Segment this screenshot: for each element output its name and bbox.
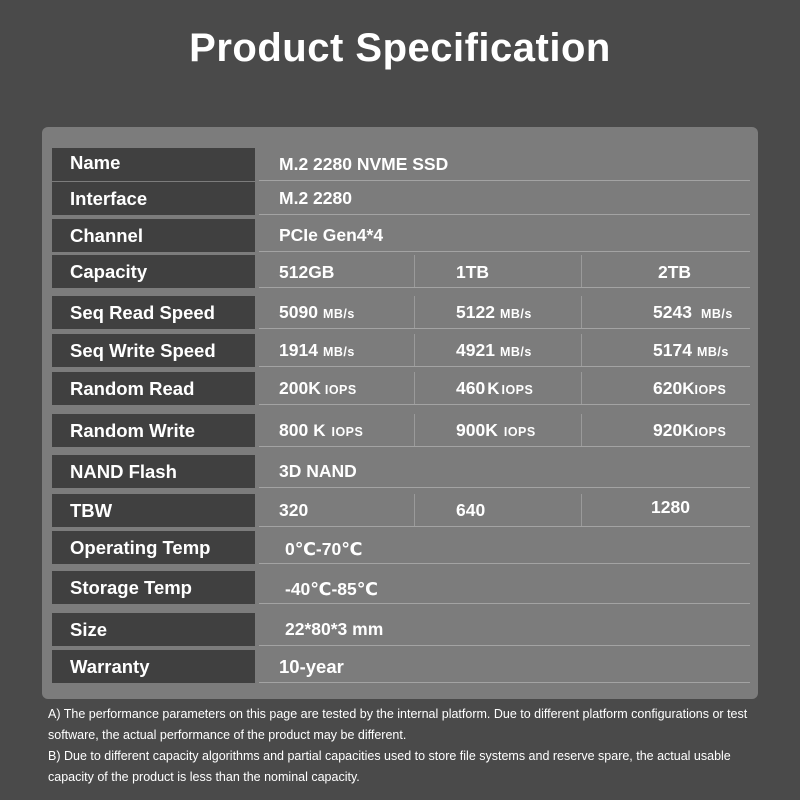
value-number: 5122	[456, 302, 495, 322]
seq-write-512gb	[279, 334, 355, 367]
spec-value-cell	[259, 650, 750, 683]
random-read-2tb	[653, 372, 726, 405]
value-number: 4921	[456, 340, 495, 360]
spec-row-seq-write	[52, 334, 750, 367]
spec-label: Channel	[52, 219, 255, 252]
spec-row-tbw	[52, 494, 750, 527]
value-number: 920	[653, 420, 683, 440]
spec-value-cell	[259, 255, 750, 288]
unit-label: MB/s	[322, 307, 355, 321]
spec-label: Capacity	[52, 255, 255, 288]
random-read-512gb	[279, 372, 357, 405]
spec-row-interface	[52, 182, 750, 215]
capacity-1tb: 1TB	[456, 262, 490, 282]
value-number: 460	[456, 378, 486, 398]
value-number: 200K	[279, 378, 321, 398]
spec-label: Seq Read Speed	[52, 296, 255, 329]
unit-label: MB/s	[700, 307, 733, 321]
spec-value-cell	[259, 148, 750, 181]
tbw-2tb: 1280	[651, 497, 690, 517]
unit-label: MB/s	[499, 307, 532, 321]
tbw-512gb: 320	[279, 500, 309, 520]
seq-read-2tb	[653, 296, 733, 329]
spec-label: Interface	[52, 182, 255, 215]
value-number: 5243	[653, 302, 692, 322]
spec-label: TBW	[52, 494, 255, 527]
spec-label: NAND Flash	[52, 455, 255, 488]
spec-value: 22*80*3 mm	[285, 619, 384, 639]
spec-value: 0℃-70℃	[285, 539, 363, 559]
spec-value-cell	[259, 494, 750, 527]
unit-label: MB/s	[499, 345, 532, 359]
spec-row-warranty	[52, 650, 750, 683]
spec-value-cell	[259, 182, 750, 215]
value-number: 5174	[653, 340, 692, 360]
random-write-2tb	[653, 414, 726, 447]
unit-label: IOPS	[501, 383, 534, 397]
spec-value: M.2 2280	[279, 188, 352, 208]
random-write-512gb	[279, 414, 363, 447]
spec-row-random-read	[52, 372, 750, 405]
capacity-2tb: 2TB	[658, 262, 692, 282]
footnote-b: B) Due to different capacity algorithms and partial capacities used to store file systems and reserve spare, the actual usable capacity of the product is less than the nominal capacity.	[48, 749, 731, 784]
random-write-1tb	[456, 414, 536, 447]
spec-label: Warranty	[52, 650, 255, 683]
spec-value-cell	[259, 372, 750, 405]
spec-label: Storage Temp	[52, 571, 255, 604]
spec-value-cell	[259, 296, 750, 329]
spec-value: M.2 2280 NVME SSD	[279, 154, 449, 174]
k-suffix: K	[682, 421, 695, 440]
spec-row-channel	[52, 219, 750, 252]
spec-value-cell	[259, 334, 750, 367]
k-suffix: K	[313, 421, 326, 440]
k-suffix: K	[682, 379, 695, 398]
spec-row-operating-temp	[52, 531, 750, 564]
spec-value-cell	[259, 613, 750, 646]
spec-value: PCIe Gen4*4	[279, 225, 384, 245]
unit-label: IOPS	[331, 425, 364, 439]
unit-label: IOPS	[503, 425, 536, 439]
seq-write-1tb	[456, 334, 532, 367]
unit-label: IOPS	[324, 383, 357, 397]
value-number: 800	[279, 420, 309, 440]
random-read-1tb	[456, 372, 533, 405]
tbw-1tb: 640	[456, 500, 486, 520]
spec-row-random-write	[52, 414, 750, 447]
spec-label: Operating Temp	[52, 531, 255, 564]
spec-value: 3D NAND	[279, 461, 357, 481]
spec-row-nand-flash	[52, 455, 750, 488]
spec-value: 10-year	[279, 656, 344, 677]
spec-label: Name	[52, 148, 255, 181]
spec-label: Seq Write Speed	[52, 334, 255, 367]
spec-label: Size	[52, 613, 255, 646]
spec-value-cell	[259, 219, 750, 252]
unit-label: MB/s	[322, 345, 355, 359]
unit-label: IOPS	[694, 425, 727, 439]
footnote-a: A) The performance parameters on this page are tested by the internal platform. Due to different platform configurations or test software, the actual performance of the product may be different.	[48, 707, 748, 742]
page-title: Product Specification	[189, 26, 611, 70]
spec-value-cell	[259, 455, 750, 488]
spec-row-capacity	[52, 255, 750, 288]
spec-value-cell	[259, 414, 750, 447]
value-number: 620	[653, 378, 683, 398]
k-suffix: K	[487, 379, 500, 398]
value-number: 900K	[456, 420, 498, 440]
spec-value: -40℃-85℃	[285, 579, 378, 599]
spec-label: Random Write	[52, 414, 255, 447]
spec-row-seq-read	[52, 296, 750, 329]
spec-value-cell	[259, 531, 750, 564]
seq-write-2tb	[653, 334, 729, 367]
capacity-512gb: 512GB	[279, 262, 335, 282]
unit-label: MB/s	[696, 345, 729, 359]
seq-read-512gb	[279, 296, 355, 329]
spec-row-size	[52, 613, 750, 646]
spec-value-cell	[259, 571, 750, 604]
unit-label: IOPS	[694, 383, 727, 397]
spec-label: Random Read	[52, 372, 255, 405]
spec-row-storage-temp	[52, 571, 750, 604]
spec-row-name	[52, 148, 750, 181]
seq-read-1tb	[456, 296, 532, 329]
footnotes	[48, 704, 768, 788]
value-number: 5090	[279, 302, 318, 322]
value-number: 1914	[279, 340, 318, 360]
